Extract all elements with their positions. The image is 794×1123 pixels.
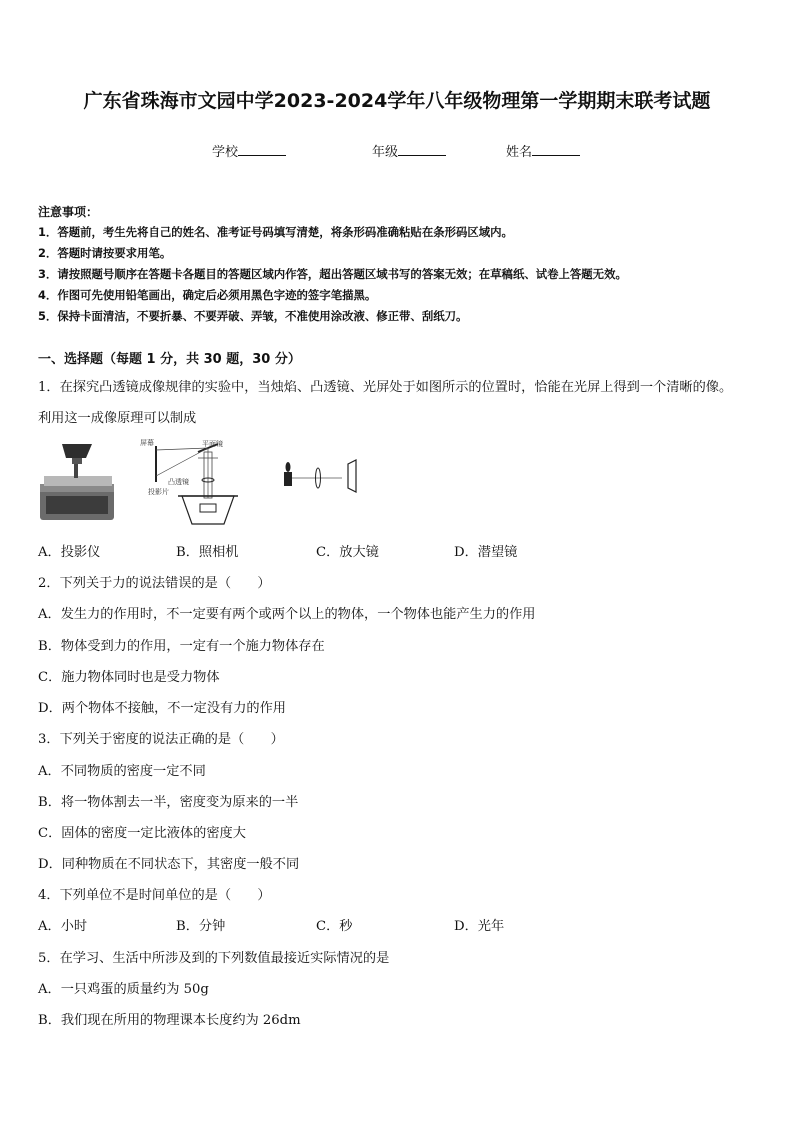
q5-option-b: B．我们现在所用的物理课本长度约为 26dm xyxy=(38,1013,301,1028)
q4-option-c: C．秒 xyxy=(316,919,353,934)
note-item: 2．答题时请按要求用笔。 xyxy=(38,246,172,260)
q3-option-c: C．固体的密度一定比液体的密度大 xyxy=(38,826,246,841)
q1-option-c: C．放大镜 xyxy=(316,545,379,560)
q1-stem-line2: 利用这一成像原理可以制成 xyxy=(38,411,197,426)
q2-option-c: C．施力物体同时也是受力物体 xyxy=(38,670,220,685)
page-title: 广东省珠海市文园中学2023-2024学年八年级物理第一学期期末联考试题 xyxy=(83,90,711,112)
grade-field xyxy=(372,141,446,160)
q3-stem: 3．下列关于密度的说法正确的是（ ） xyxy=(38,732,284,747)
q1-option-d: D．潜望镜 xyxy=(454,545,518,560)
school-field xyxy=(212,141,286,160)
name-field xyxy=(506,141,580,160)
q2-stem: 2．下列关于力的说法错误的是（ ） xyxy=(38,576,271,591)
q1-option-b: B．照相机 xyxy=(176,545,239,560)
q2-option-d: D．两个物体不接触，不一定没有力的作用 xyxy=(38,701,286,716)
q4-stem: 4．下列单位不是时间单位的是（ ） xyxy=(38,888,271,903)
q1-stem-line1: 1．在探究凸透镜成像规律的实验中，当烛焰、凸透镜、光屏处于如图所示的位置时，恰能在光屏上得到一个清晰的像。 xyxy=(38,380,733,395)
q3-option-b: B．将一物体割去一半，密度变为原来的一半 xyxy=(38,795,299,810)
note-item: 3．请按照题号顺序在答题卡各题目的答题区域内作答，超出答题区域书写的答案无效；在草稿纸、试卷上答题无效。 xyxy=(38,267,627,281)
q1-option-a: A．投影仪 xyxy=(38,545,101,560)
school-label: 学校 xyxy=(212,145,239,160)
section-heading: 一、选择题（每题 1 分，共 30 题，30 分） xyxy=(38,352,301,367)
lens-label: 凸透镜 xyxy=(168,478,189,486)
note-item: 4．作图可先使用铅笔画出，确定后必须用黑色字迹的签字笔描黑。 xyxy=(38,288,377,302)
q3-option-d: D．同种物质在不同状态下，其密度一般不同 xyxy=(38,857,300,872)
screen-label: 屏幕 xyxy=(140,439,154,447)
note-item: 5．保持卡面清洁，不要折暴、不要弄破、弄皱，不准使用涂改液、修正带、刮纸刀。 xyxy=(38,309,468,323)
grade-label: 年级 xyxy=(372,145,399,160)
projector-label: 投影片 xyxy=(148,488,169,496)
mirror-label: 平面镜 xyxy=(202,440,223,448)
school-blank xyxy=(238,143,286,156)
notes-heading: 注意事项： xyxy=(38,205,99,219)
candle-lens-screen-diagram xyxy=(272,454,368,494)
note-item: 1．答题前，考生先将自己的姓名、准考证号码填写清楚，将条形码准确粘贴在条形码区域内。 xyxy=(38,225,513,239)
name-label: 姓名 xyxy=(506,145,533,160)
q4-option-b: B．分钟 xyxy=(176,919,226,934)
q5-option-a: A．一只鸡蛋的质量约为 50g xyxy=(38,982,209,997)
q4-option-d: D．光年 xyxy=(454,919,505,934)
q5-stem: 5．在学习、生活中所涉及到的下列数值最接近实际情况的是 xyxy=(38,951,390,966)
projector-photo xyxy=(36,440,126,526)
q2-option-a: A．发生力的作用时，不一定要有两个或两个以上的物体，一个物体也能产生力的作用 xyxy=(38,607,536,622)
q4-option-a: A．小时 xyxy=(38,919,88,934)
q2-option-b: B．物体受到力的作用，一定有一个施力物体存在 xyxy=(38,639,325,654)
projector-diagram xyxy=(138,438,250,528)
name-blank xyxy=(532,143,580,156)
grade-blank xyxy=(398,143,446,156)
q3-option-a: A．不同物质的密度一定不同 xyxy=(38,764,206,779)
